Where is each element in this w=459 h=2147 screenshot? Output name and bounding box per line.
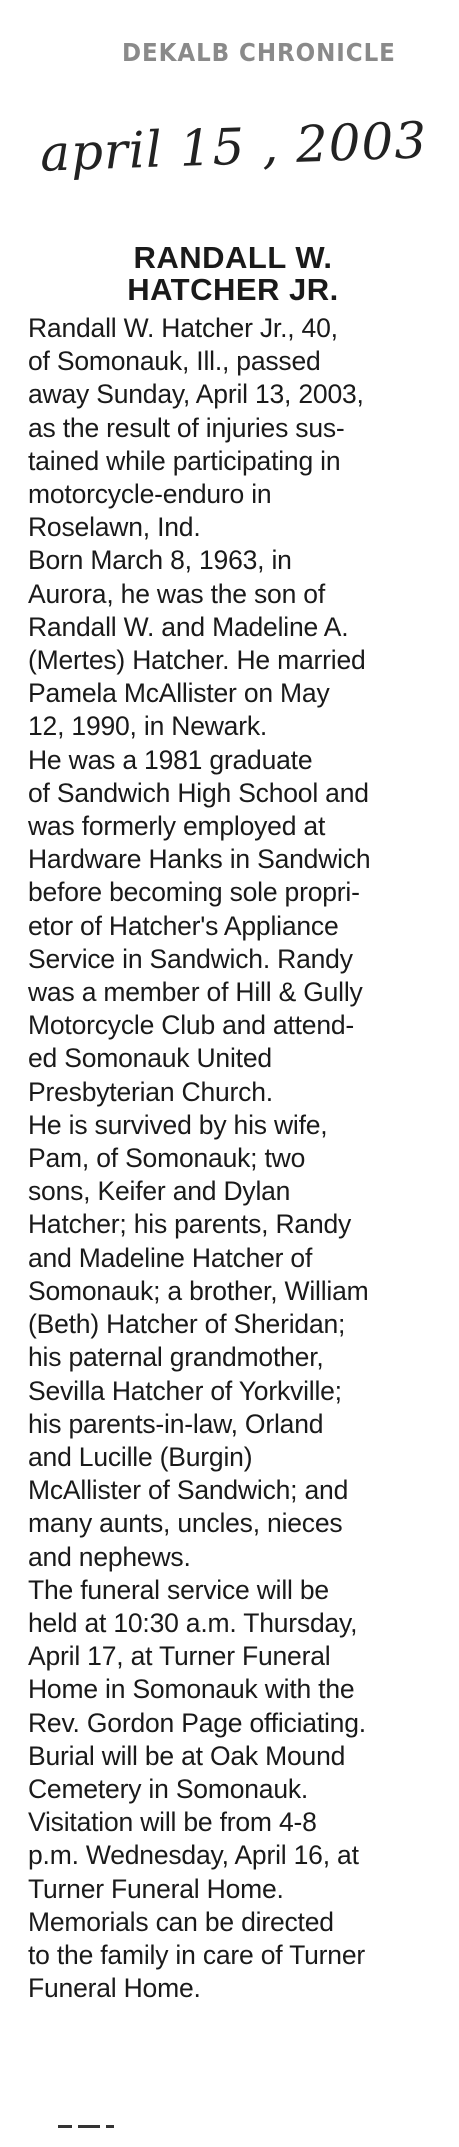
name-line-1: RANDALL W. [133,240,333,275]
paragraph-birth: Born March 8, 1963, in Aurora, he was the son of Randall W. and Madeline A. (Mertes) Hatcher. He married Pamela McAllister on May 12, 1990, in Newark. [28,545,366,742]
paragraph-career: He was a 1981 graduate of Sandwich High School and was formerly employed at Hardware Hanks in Sandwich before becoming sole propri- etor of Hatcher's Appliance Service in Sandwich. Randy was a member of Hill & Gully Motorcycle Club and attend- ed Somonauk United Presbyterian Church. [28,744,371,1107]
paragraph-death: Randall W. Hatcher Jr., 40, of Somonauk, Ill., passed away Sunday, April 13, 2003, as the result of injuries sus- tained while participating in motorcycle-enduro in Roselawn, Ind. [28,313,364,543]
newspaper-masthead: DEKALB CHRONICLE [122,38,396,67]
paragraph-memorials: Memorials can be directed to the family in care of Turner Funeral Home. [28,1906,365,2004]
obituary-name [28,242,438,306]
obituary-body [28,312,438,2005]
obituary-clipping [28,242,438,2005]
paragraph-services: The funeral service will be held at 10:30 a.m. Thursday, April 17, at Turner Funeral Home in Somonauk with the Rev. Gordon Page officiating. Burial will be at Oak Mound Cemetery in Somonauk. Visitation will be from 4-8 p.m. Wednesday, April 16, at Turner Funeral Home. [28,1574,366,1904]
paragraph-survivors: He is survived by his wife, Pam, of Somonauk; two sons, Keifer and Dylan Hatcher; his parents, Randy and Madeline Hatcher of Somonauk; a brother, William (Beth) Hatcher of Sheridan; his paternal grandmother, Sevilla Hatcher of Yorkville; his parents-in-law, Orland and Lucille (Burgin) McAllister of Sandwich; and many aunts, uncles, nieces and nephews. [28,1109,369,1572]
handwritten-date: april 15 , 2003 [39,111,429,183]
name-line-2: HATCHER JR. [127,272,339,307]
cut-text-fragment [58,2125,158,2131]
